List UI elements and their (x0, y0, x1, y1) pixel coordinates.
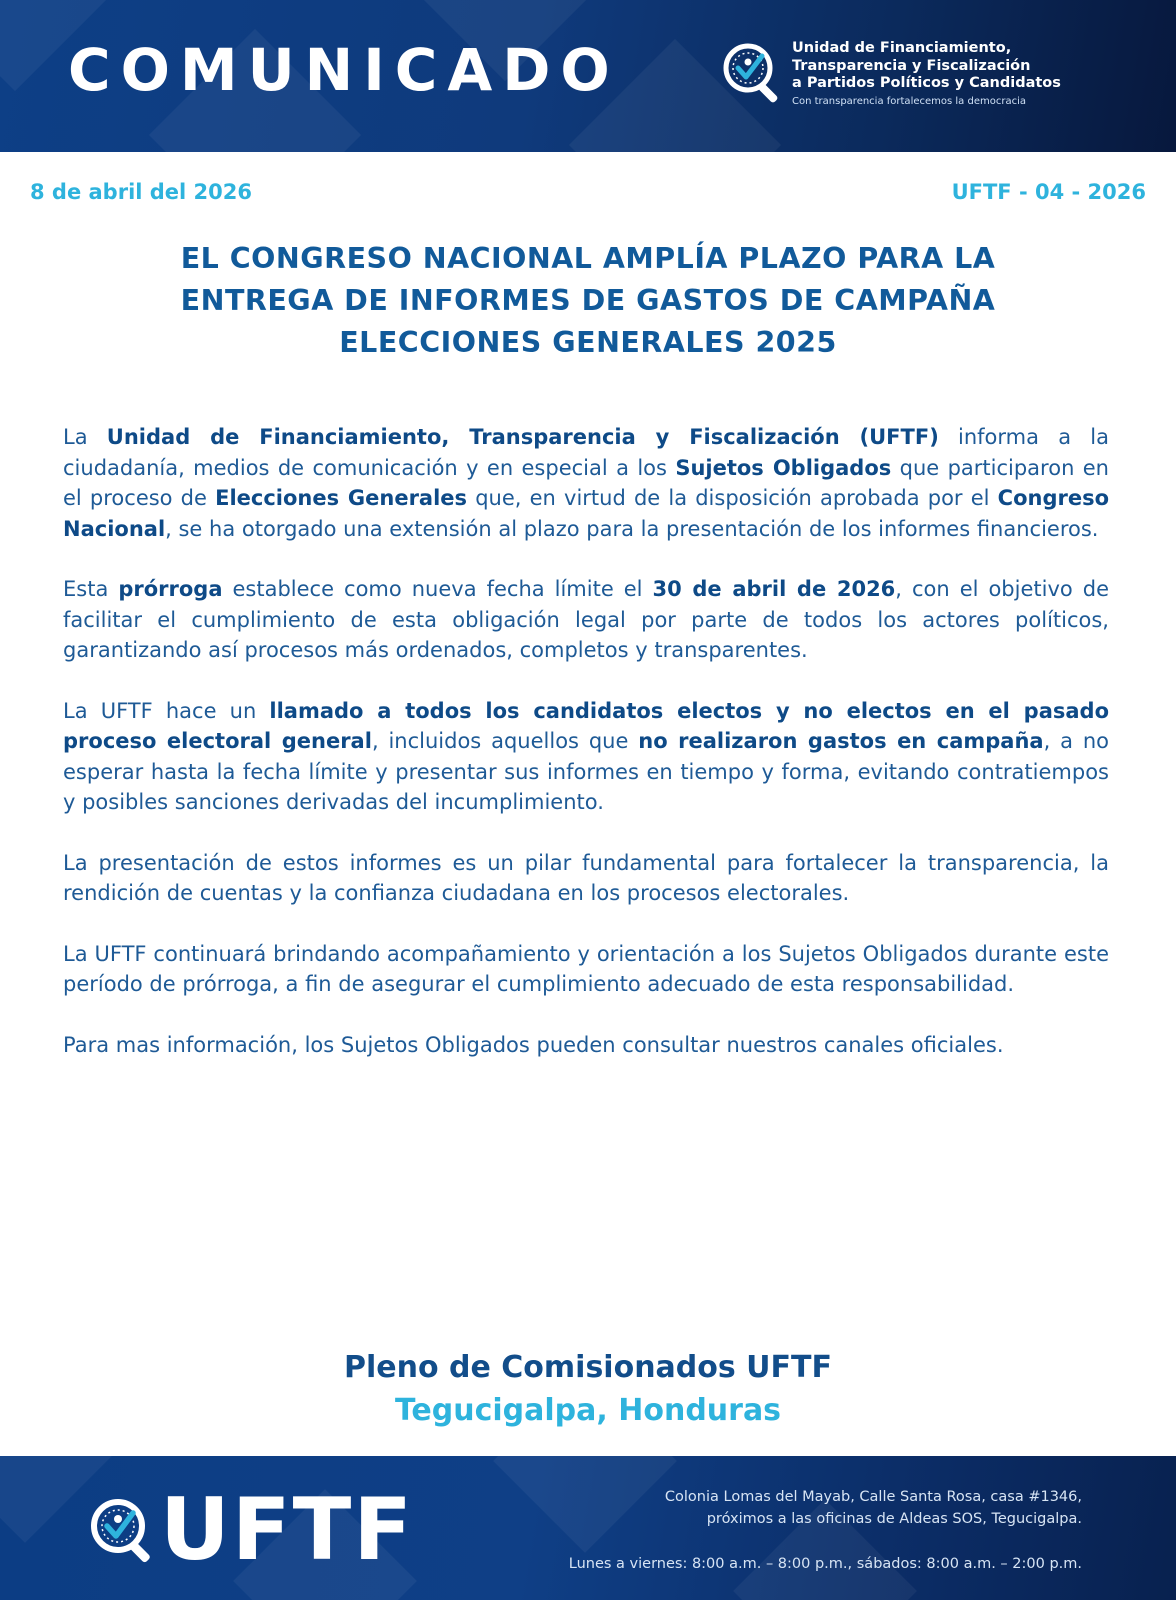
paragraph-5: La UFTF continuará brindando acompañamiento y orientación a los Sujetos Obligados durante este período de prórroga, a fin de asegurar el cumplimiento adecuado de esta responsabilidad. (63, 941, 1109, 996)
org-name-line: a Partidos Políticos y Candidatos (792, 75, 1061, 91)
address-line: Colonia Lomas del Mayab, Calle Santa Rosa, casa #1346, (664, 1489, 1082, 1505)
bold-text: Congreso Nacional (63, 486, 1110, 541)
bold-text: Elecciones Generales (215, 486, 468, 510)
headline-line: EL CONGRESO NACIONAL AMPLÍA PLAZO PARA LA (180, 242, 996, 275)
text-run: informa a la ciudadanía, medios de comunicación y en especial a los (63, 425, 1110, 480)
signature-place: Tegucigalpa, Honduras (394, 1393, 782, 1428)
text-run: , a no esperar hasta la fecha límite y presentar sus informes en tiempo y forma, evitando contratiempos y posibles sanciones derivadas del incumplimiento. (63, 729, 1109, 814)
org-name (792, 40, 1122, 93)
org-tagline: Con transparencia fortalecemos la democracia (792, 96, 1026, 107)
release-date: 8 de abril del 2026 (30, 180, 253, 204)
text-run: que, en virtud de la disposición aprobada por el (467, 486, 998, 510)
bold-text: Unidad de Financiamiento, Transparencia y Fiscalización (UFTF) (106, 425, 939, 449)
bold-text: llamado a todos los candidatos electos y no electos en el pasado proceso electoral general (63, 698, 1109, 753)
magnifier-check-icon (88, 1496, 158, 1566)
org-name-line: Transparencia y Fiscalización (792, 57, 1031, 74)
bold-text: no realizaron gastos en campaña (638, 729, 1044, 753)
text-run: establece como nueva fecha límite el (222, 577, 653, 601)
text-run: que participaron en el proceso de (63, 455, 1109, 510)
paragraph-4: La presentación de estos informes es un pilar fundamental para fortalecer la transparencia, la rendición de cuentas y la confianza ciudadana en los procesos electorales. (63, 850, 1109, 905)
text-run: , con el objetivo de facilitar el cumplimiento de esta obligación legal por parte de todos los actores políticos, garantizando así procesos más ordenados, completos y transparentes. (63, 577, 1109, 662)
footer-hours: Lunes a viernes: 8:00 a.m. – 8:00 p.m., sábados: 8:00 a.m. – 2:00 p.m. (568, 1556, 1082, 1572)
headline-line: ENTREGA DE INFORMES DE GASTOS DE CAMPAÑA (180, 284, 996, 317)
paragraph-3 (63, 696, 1109, 818)
footer-acronym: UFTF (160, 1480, 414, 1580)
magnifier-check-icon (720, 40, 786, 106)
headline-line: ELECCIONES GENERALES 2025 (339, 326, 837, 359)
headline (88, 238, 1088, 364)
footer-address (482, 1486, 1082, 1530)
text-run: , incluidos aquellos que (371, 729, 639, 753)
paragraph-2 (63, 574, 1109, 666)
text-run: La (63, 425, 107, 449)
signature-name: Pleno de Comisionados UFTF (343, 1350, 832, 1385)
paragraph-1 (63, 422, 1109, 544)
address-line: próximos a las oficinas de Aldeas SOS, Tegucigalpa. (706, 1511, 1082, 1527)
header-banner (0, 0, 1176, 152)
org-name-line: Unidad de Financiamiento, (792, 40, 1012, 56)
body-text (63, 422, 1109, 1090)
release-code: UFTF - 04 - 2026 (951, 180, 1146, 204)
header-title: COMUNICADO (68, 36, 620, 104)
bold-text: 30 de abril de 2026 (652, 577, 896, 601)
bold-text: Sujetos Obligados (675, 455, 892, 480)
footer-banner (0, 1456, 1176, 1600)
text-run: , se ha otorgado una extensión al plazo para la presentación de los informes financieros. (165, 516, 1099, 541)
bold-text: prórroga (118, 577, 223, 601)
text-run: La UFTF hace un (63, 698, 270, 723)
text-run: Esta (63, 577, 119, 601)
paragraph-6: Para mas información, los Sujetos Obligados pueden consultar nuestros canales oficiales. (63, 1032, 1004, 1057)
